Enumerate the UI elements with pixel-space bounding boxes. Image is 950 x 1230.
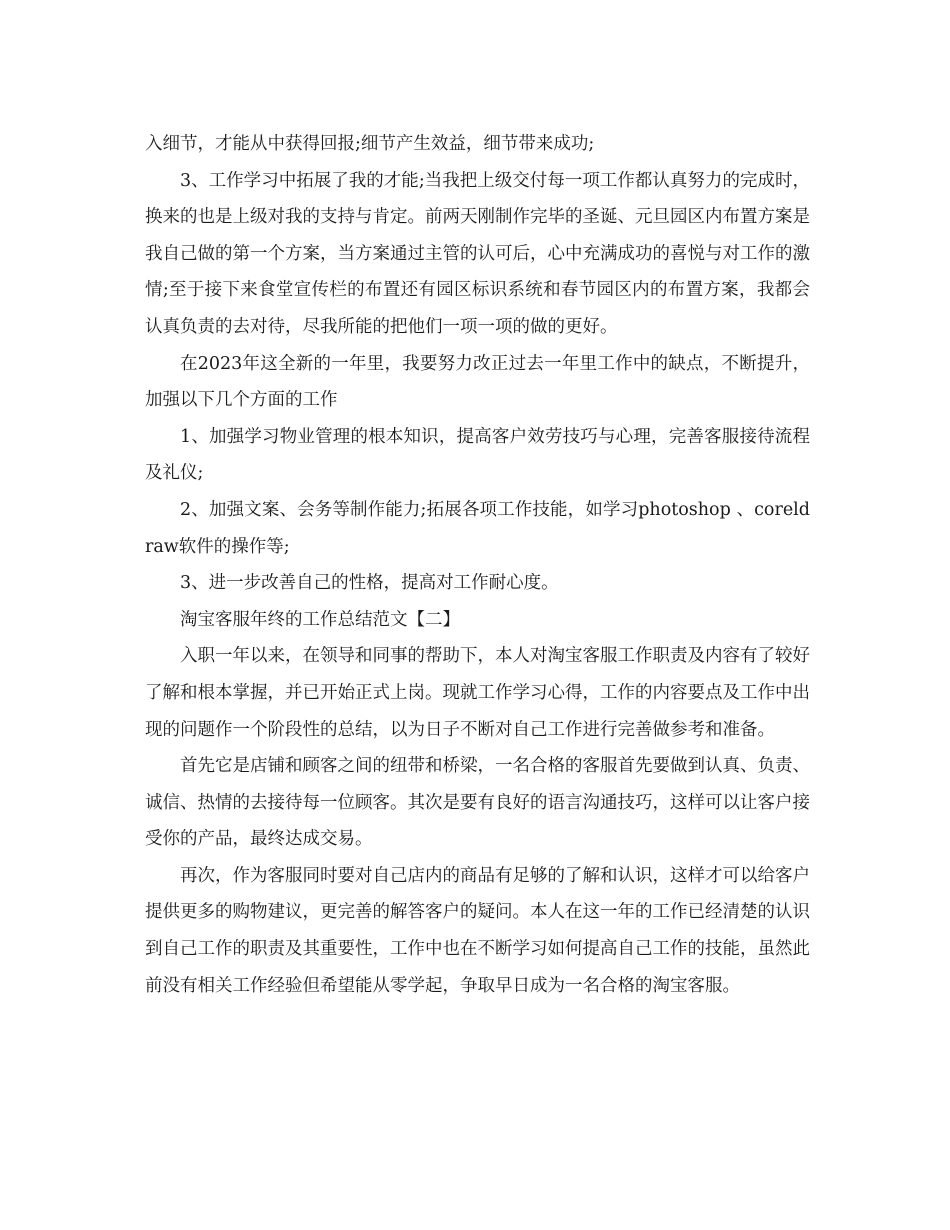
- paragraph-item-3-skills: 3、工作学习中拓展了我的才能;当我把上级交付每一项工作都认真努力的完成时，换来的也是上级对我的支持与肯定。前两天刚制作完毕的圣诞、元旦园区内布置方案是我自己做的第一个方案，当方案通过主管的认可后，心中充满成功的喜悦与对工作的激情;至于接下来食堂宣传栏的布置还有园区标识系统和春节园区内的布置方案，我都会认真负责的去对待，尽我所能的把他们一项一项的做的更好。: [145, 170, 810, 337]
- paragraph-continuation: 入细节，才能从中获得回报;细节产生效益，细节带来成功;: [145, 134, 595, 154]
- document-body: [145, 126, 810, 1004]
- section-heading-summary-two: 淘宝客服年终的工作总结范文【二】: [180, 609, 460, 630]
- paragraph-new-year-plan: 在2023年这全新的一年里，我要努力改正过去一年里工作中的缺点，不断提升，加强以下几个方面的工作: [145, 353, 810, 411]
- paragraph-bridge-role: 首先它是店铺和顾客之间的纽带和桥梁，一名合格的客服首先要做到认真、负责、诚信、热情的去接待每一位顾客。其次是要有良好的语言沟通技巧，这样可以让客户接受你的产品，最终达成交易。: [145, 756, 810, 850]
- paragraph-plan-item-2: 2、加强文案、会务等制作能力;拓展各项工作技能，如学习photoshop 、coreldraw软件的操作等;: [145, 499, 810, 557]
- paragraph-plan-item-1: 1、加强学习物业管理的根本知识，提高客户效劳技巧与心理，完善客服接待流程及礼仪;: [145, 426, 810, 484]
- paragraph-plan-item-3: 3、进一步改善自己的性格，提高对工作耐心度。: [180, 573, 559, 594]
- paragraph-product-knowledge: 再次，作为客服同时要对自己店内的商品有足够的了解和认识，这样才可以给客户提供更多的购物建议，更完善的解答客户的疑问。本人在这一年的工作已经清楚的认识到自己工作的职责及其重要性，工作中也在不断学习如何提高自己工作的技能，虽然此前没有相关工作经验但希望能从零学起，争取早日成为一名合格的淘宝客服。: [145, 865, 810, 996]
- paragraph-intro-one-year: 入职一年以来，在领导和同事的帮助下，本人对淘宝客服工作职责及内容有了较好了解和根本掌握，并已开始正式上岗。现就工作学习心得，工作的内容要点及工作中出现的问题作一个阶段性的总结，以为日子不断对自己工作进行完善做参考和准备。: [145, 646, 810, 740]
